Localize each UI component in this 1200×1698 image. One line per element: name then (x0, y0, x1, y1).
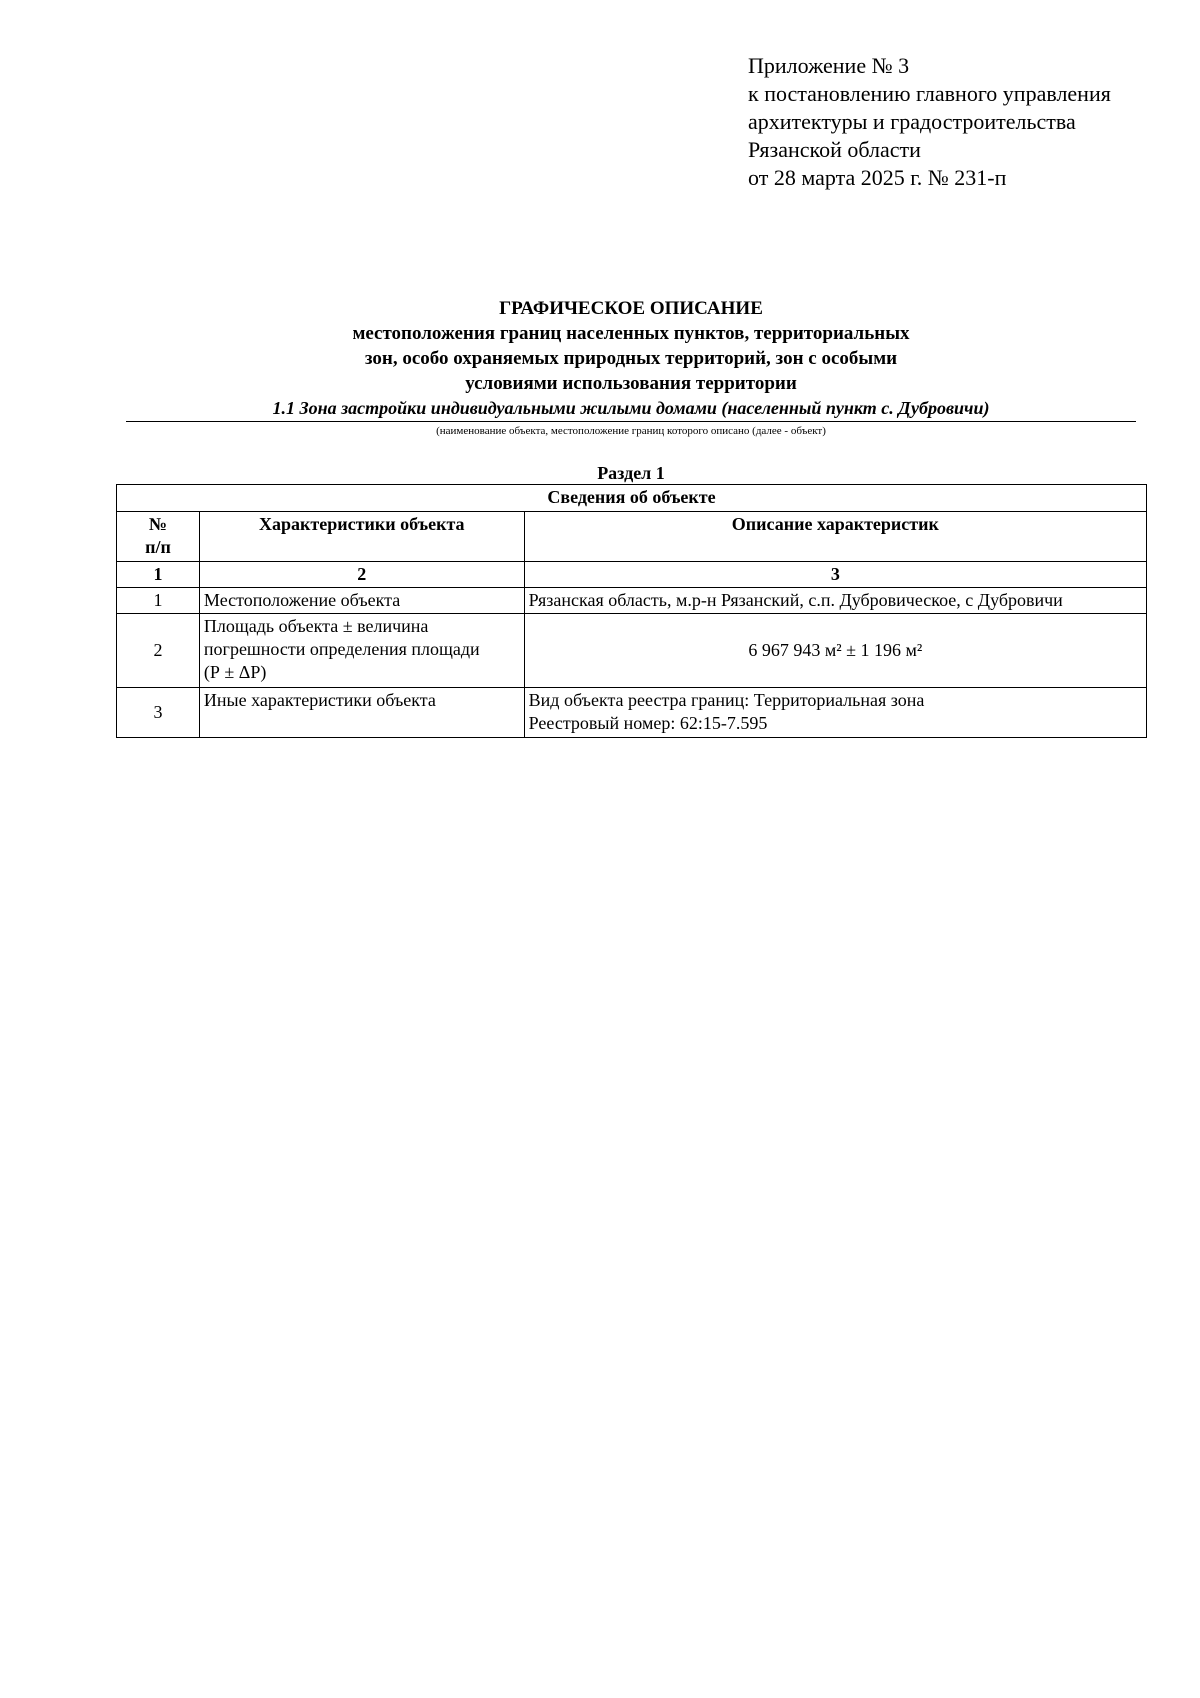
document-subtitle-line: зон, особо охраняемых природных территорий, зон с особыми (364, 348, 898, 369)
row-description-line: 6 967 943 м² ± 1 196 м² (748, 640, 923, 660)
header-number (117, 512, 200, 562)
row-number: 3 (117, 688, 200, 738)
row-description (524, 614, 1146, 688)
appendix-header (748, 52, 1111, 192)
document-title-block (126, 296, 1136, 439)
row-characteristic-line: (Р ± ΔР) (203, 662, 267, 682)
row-characteristic-line: Площадь объекта ± величина (203, 616, 429, 636)
header-number-abbr: п/п (145, 537, 171, 557)
row-number: 2 (117, 614, 200, 688)
table-row (117, 588, 1147, 614)
header-number-symbol: № (148, 514, 167, 534)
object-caption: (наименование объекта, местоположение границ которого описано (далее - объект) (436, 425, 826, 437)
appendix-line: Приложение № 3 (748, 53, 910, 78)
row-description (524, 588, 1146, 614)
document-subtitle-line: местоположения границ населенных пунктов, территориальных (352, 323, 910, 344)
header-characteristics: Характеристики объекта (199, 512, 524, 562)
row-description (524, 688, 1146, 738)
appendix-line: архитектуры и градостроительства (748, 109, 1076, 134)
appendix-line: от 28 марта 2025 г. № 231-п (748, 165, 1007, 190)
row-characteristic-line: погрешности определения площади (203, 639, 480, 659)
object-info-table (116, 484, 1147, 738)
document-subtitle-line: условиями использования территории (465, 373, 797, 394)
row-characteristic (199, 588, 524, 614)
row-description-line: Рязанская область, м.р-н Рязанский, с.п. Дубровическое, с Дубровичи (528, 590, 1063, 610)
row-characteristic-line: Иные характеристики объекта (203, 690, 436, 710)
document-title: ГРАФИЧЕСКОЕ ОПИСАНИЕ (499, 298, 763, 319)
column-number-3: 3 (524, 562, 1146, 588)
section-title: Раздел 1 (597, 463, 665, 483)
object-name: 1.1 Зона застройки индивидуальными жилыми домами (населенный пункт с. Дубровичи) (126, 397, 1136, 422)
table-row (117, 614, 1147, 688)
header-description: Описание характеристик (524, 512, 1146, 562)
row-description-line: Реестровый номер: 62:15-7.595 (528, 713, 768, 733)
table-caption: Сведения об объекте (117, 485, 1147, 512)
row-number: 1 (117, 588, 200, 614)
column-number-1: 1 (117, 562, 200, 588)
appendix-line: к постановлению главного управления (748, 81, 1111, 106)
row-characteristic-line: Местоположение объекта (203, 590, 401, 610)
row-characteristic (199, 688, 524, 738)
column-number-2: 2 (199, 562, 524, 588)
row-characteristic (199, 614, 524, 688)
row-description-line: Вид объекта реестра границ: Территориальная зона (528, 690, 925, 710)
appendix-line: Рязанской области (748, 137, 921, 162)
table-row (117, 688, 1147, 738)
